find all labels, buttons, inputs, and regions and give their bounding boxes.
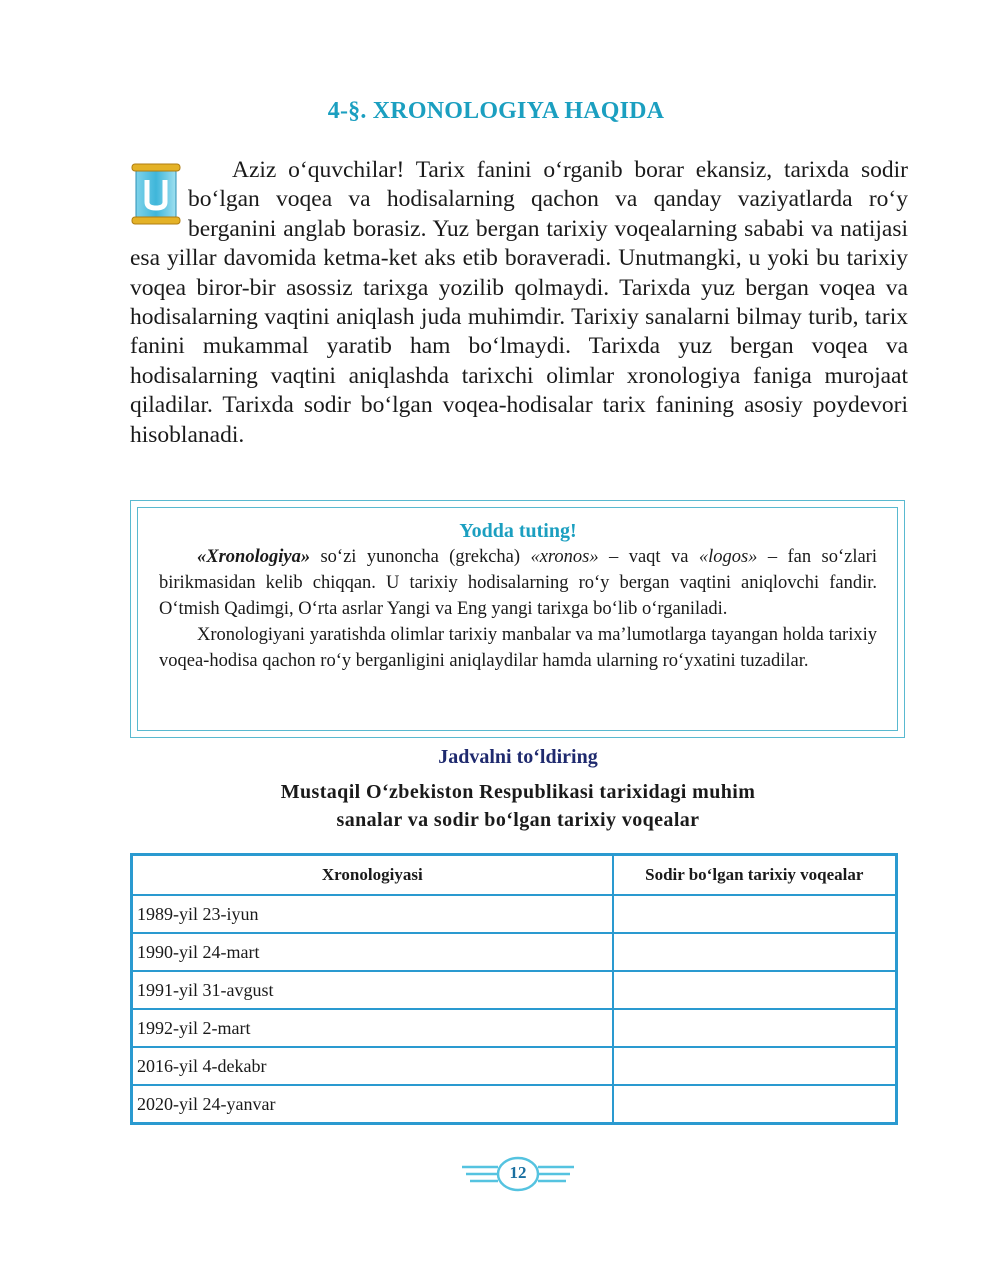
table-header-row — [132, 855, 897, 896]
date-cell: 1991-yil 31-avgust — [132, 971, 613, 1009]
term-logos: «logos» — [698, 547, 758, 567]
chronology-table — [130, 853, 898, 1125]
note-box — [130, 500, 905, 738]
header-chronology: Xronologiyasi — [132, 855, 613, 896]
note-box-title: Yodda tuting! — [459, 520, 577, 542]
page-number: 12 — [509, 1163, 527, 1182]
table-row — [132, 1047, 897, 1085]
event-cell[interactable] — [613, 1085, 897, 1124]
header-events: Sodir bo‘lgan tarixiy voqealar — [613, 855, 897, 896]
event-cell[interactable] — [613, 1047, 897, 1085]
intro-paragraph: Aziz o‘quvchilar! Tarix fanini o‘rganib borar ekansiz, tarixda sodir bo‘lgan voqea va hodisalarning qachon va qanday vaziyatlarda ro‘y berganini anglab borasiz. Yuz bergan tarixiy voqealarning sababi va natijasi esa yillar davomida ketma-ket aks etib boraveradi. Unutmangki, u yoki bu tarixiy voqea biror-bir asossiz tarixga yozilib qolmaydi. Tarixda yuz bergan voqea va hodisalarning vaqtini aniqlash juda muhimdir. Tarixiy sanalarni bilmay turib, tarix fanini mukammal yaratib ham bo‘lmaydi. Tarixda yuz bergan voqea va hodisalarning vaqtini aniqlashda tarixchi olimlar xronologiya faniga murojaat qiladilar. Tarixda sodir bo‘lgan voqea-hodisalar tarix fanining asosiy poydevori hisoblanadi. — [130, 157, 908, 448]
date-cell: 1992-yil 2-mart — [132, 1009, 613, 1047]
event-cell[interactable] — [613, 933, 897, 971]
table-row — [132, 895, 897, 933]
table-row — [132, 933, 897, 971]
date-cell: 1990-yil 24-mart — [132, 933, 613, 971]
term-xronos: «xronos» — [530, 547, 599, 567]
date-cell: 2020-yil 24-yanvar — [132, 1085, 613, 1124]
table-row — [132, 1009, 897, 1047]
table-row — [132, 1085, 897, 1124]
note-box-paragraph-2: Xronologiyani yaratishda olimlar tarixiy manbalar va ma’lumotlarga tayangan holda tarixiy voqea-hodisa qachon ro‘y berganligini aniqlaydilar hamda ularning ro‘yxatini tuzadilar. — [159, 625, 877, 671]
event-cell[interactable] — [613, 895, 897, 933]
event-cell[interactable] — [613, 971, 897, 1009]
date-cell: 2016-yil 4-dekabr — [132, 1047, 613, 1085]
term-xronologiya: «Xronologiya» — [197, 547, 311, 567]
note-box-paragraph-1: «Xronologiya» so‘zi yunoncha (grekcha) «xronos» – vaqt va «logos» – fan so‘zlari birikmasidan kelib chiqqan. U tarixiy hodisalarning ro‘y bergan vaqtini aniqlovchi fandir. O‘tmish Qadimgi, O‘rta asrlar Yangi va Eng yangi tarixga bo‘lib o‘rganiladi. — [159, 547, 877, 619]
table-title: Mustaqil O‘zbekiston Respublikasi tarixidagi muhim sanalar va sodir bo‘lgan tarixiy voqealar — [280, 781, 756, 831]
task-label: Jadvalni to‘ldiring — [438, 746, 598, 768]
event-cell[interactable] — [613, 1009, 897, 1047]
date-cell: 1989-yil 23-iyun — [132, 895, 613, 933]
section-title: 4-§. XRONOLOGIYA HAQIDA — [327, 98, 665, 124]
table-row — [132, 971, 897, 1009]
